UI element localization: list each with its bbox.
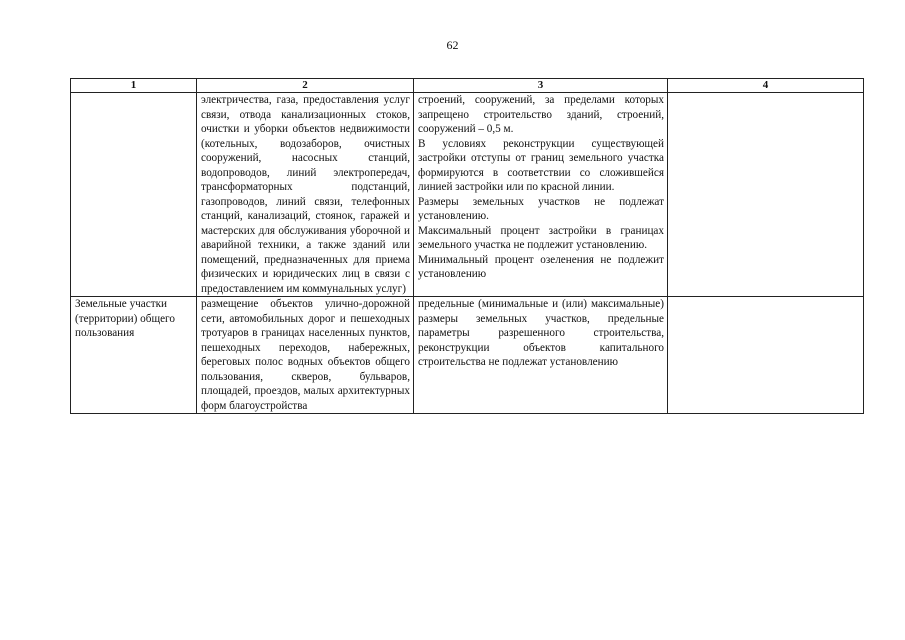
row2-col4-cell	[668, 297, 864, 414]
row1-col4-cell	[668, 93, 864, 297]
page-number: 62	[446, 38, 459, 52]
table-row	[71, 297, 864, 414]
row1-col3-paragraph: строений, сооружений, за пределами которых запрещено строительство зданий, строений, сооружений – 0,5 м.	[418, 94, 664, 135]
row1-col3-paragraph: Минимальный процент озеленения не подлежит установлению	[418, 253, 664, 280]
row2-col3-cell	[414, 297, 668, 414]
column-header-4: 4	[668, 79, 864, 93]
row1-col3-cell	[414, 93, 668, 297]
row1-col2-text: электричества, газа, предоставления услуг связи, отвода канализационных стоков, очистки и уборки объектов недвижимости (котельных, водозаборов, очистных сооружений, насосных станций, водопроводов, линий электропередач, трансформаторных подстанций, газопроводов, линий связи, телефонных станций, канализаций, стоянок, гаражей и мастерских для обслуживания уборочной и аварийной техники, а также зданий или помещений, предназначенных для приема физических и юридических лиц в связи с предоставлением им коммунальных услуг)	[201, 94, 410, 295]
row2-col1-text: Земельные участки (территории) общего пользования	[75, 298, 175, 339]
row1-col3-paragraph: Размеры земельных участков не подлежат установлению.	[418, 195, 664, 222]
zoning-table	[70, 78, 864, 414]
column-header-2: 2	[197, 79, 414, 93]
column-header-3: 3	[414, 79, 668, 93]
row2-col1-cell	[71, 297, 197, 414]
row1-col1-cell	[71, 93, 197, 297]
row1-col3-paragraph: Максимальный процент застройки в границах земельного участка не подлежит установлению.	[418, 224, 664, 251]
table-row	[71, 93, 864, 297]
table-header-row	[71, 79, 864, 93]
column-header-1: 1	[71, 79, 197, 93]
row2-col2-cell	[197, 297, 414, 414]
row2-col2-text: размещение объектов улично-дорожной сети, автомобильных дорог и пешеходных тротуаров в границах населенных пунктов, пешеходных переходов, набережных, береговых полос водных объектов общего пользования, скверов, бульваров, площадей, проездов, малых архитектурных форм благоустройства	[201, 298, 410, 412]
row2-col3-paragraph: предельные (минимальные и (или) максимальные) размеры земельных участков, предельные параметры разрешенного строительства, реконструкции объектов капитального строительства не подлежат установлению	[418, 298, 664, 368]
row1-col3-paragraph: В условиях реконструкции существующей застройки отступы от границ земельного участка формируются в соответствии со сложившейся линией застройки или по красной линии.	[418, 137, 664, 193]
row1-col2-cell	[197, 93, 414, 297]
